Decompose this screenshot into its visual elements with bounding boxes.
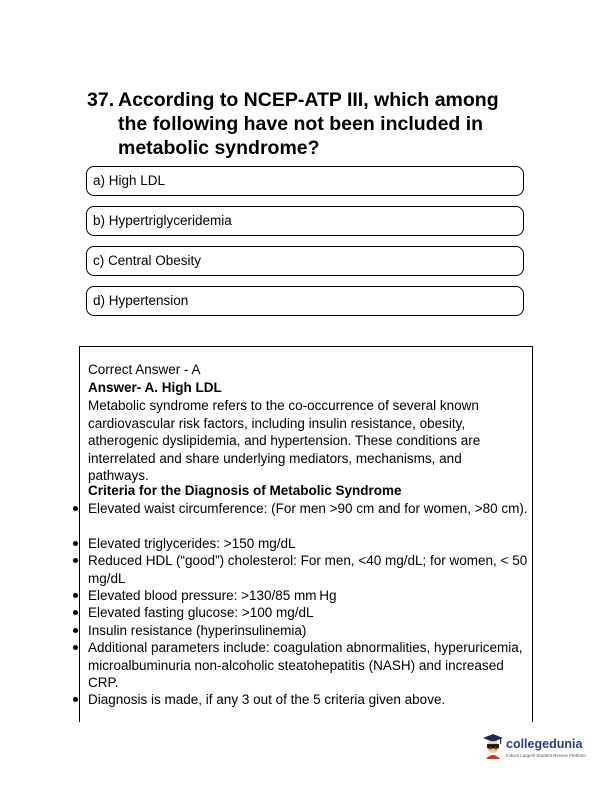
criteria-item: Diagnosis is made, if any 3 out of the 5 criteria given above. [88,692,446,707]
option-c[interactable]: c) Central Obesity [86,246,524,276]
option-d[interactable]: d) Hypertension [86,286,524,316]
criteria-heading: Criteria for the Diagnosis of Metabolic Syndrome [88,483,402,498]
explanation-paragraph: Metabolic syndrome refers to the co-occurrence of several known cardiovascular risk factors, including insulin resistance, obesity, atherogenic dyslipidemia, and hypertension. These conditions are interrelated and share underlying mediators, mechanisms, and pathways. [88,398,481,483]
logo-tagline: India's Largest Student Review Platform [506,753,586,758]
bullet-icon [73,506,78,511]
answer-heading: Answer- A. High LDL [88,380,222,395]
correct-answer-line: Correct Answer - A [88,362,201,377]
bullet-icon [73,558,78,563]
option-a[interactable]: a) High LDL [86,166,524,196]
bullet-icon [73,628,78,633]
criteria-item: Elevated triglycerides: >150 mg/dL [88,536,296,551]
logo-name: collegedunia [506,737,583,751]
bullet-icon [73,610,78,615]
question-text: According to NCEP-ATP III, which among the following have not been included in metabolic syndrome? [118,89,499,159]
criteria-item: Elevated fasting glucose: >100 mg/dL [88,605,314,620]
criteria-item: Elevated blood pressure: >130/85 mm Hg [88,588,337,603]
bullet-icon [73,697,78,702]
criteria-item: Insulin resistance (hyperinsulinemia) [88,623,307,638]
bullet-icon [73,645,78,650]
question-number: 37. [87,89,115,111]
graduate-icon [482,733,504,759]
bullet-icon [73,593,78,598]
option-b[interactable]: b) Hypertriglyceridemia [86,206,524,236]
collegedunia-logo [482,731,586,761]
criteria-item: Elevated waist circumference: (For men >90 cm and for women, >80 cm). [88,501,528,516]
criteria-item: Reduced HDL (“good”) cholesterol: For men, <40 mg/dL; for women, < 50 mg/dL [88,553,528,586]
bullet-icon [73,541,78,546]
criteria-item: Additional parameters include: coagulation abnormalities, hyperuricemia, microalbuminuria non-alcoholic steatohepatitis (NASH) and increased CRP. [88,640,523,690]
